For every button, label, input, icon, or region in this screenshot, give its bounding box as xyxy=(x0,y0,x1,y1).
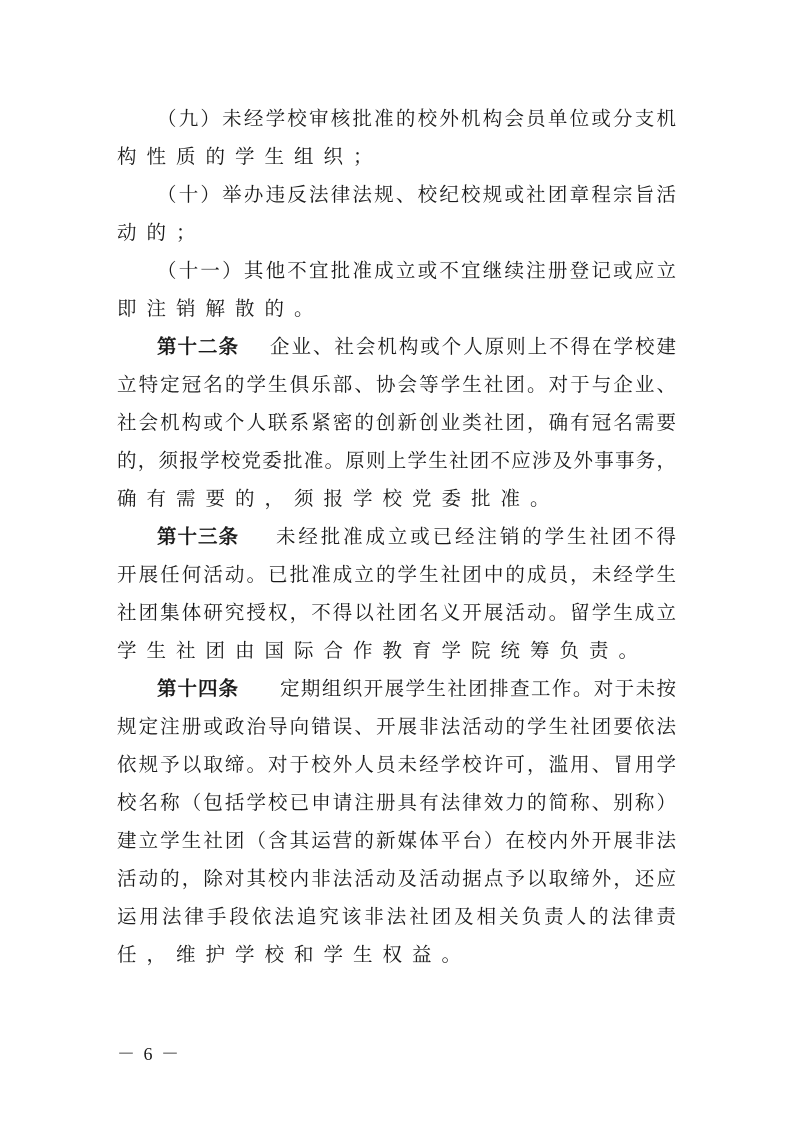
paragraph-line xyxy=(0,365,793,405)
article-heading: 第十四条 xyxy=(157,677,240,700)
article-line xyxy=(0,517,793,557)
paragraph-text: 建立学生社团（含其运营的新媒体平台）在校内外开展非法 xyxy=(117,829,679,852)
paragraph-text: 规定注册或政治导向错误、开展非法活动的学生社团要依法 xyxy=(117,715,679,738)
paragraph-line xyxy=(0,251,793,291)
paragraph-line xyxy=(0,99,793,139)
page-number: － 6 － xyxy=(117,1044,181,1064)
paragraph-text: 校名称（包括学校已申请注册具有法律效力的简称、别称） xyxy=(117,791,679,814)
paragraph-text: （十一）其他不宜批准成立或不宜继续注册登记或应立 xyxy=(157,259,679,282)
paragraph-line xyxy=(0,707,793,747)
paragraph-line xyxy=(0,821,793,861)
paragraph-line xyxy=(0,289,793,329)
paragraph-line xyxy=(0,479,793,519)
paragraph-text: 构性质的学生组织； xyxy=(117,145,383,168)
paragraph-text: （十）举办违反法律法规、校纪校规或社团章程宗旨活 xyxy=(157,183,679,206)
paragraph-line xyxy=(0,441,793,481)
paragraph-text: 立特定冠名的学生俱乐部、协会等学生社团。对于与企业、 xyxy=(117,373,679,396)
paragraph-line xyxy=(0,403,793,443)
paragraph-text: 开展任何活动。已批准成立的学生社团中的成员，未经学生 xyxy=(117,563,679,586)
paragraph-text: 社团集体研究授权，不得以社团名义开展活动。留学生成立 xyxy=(117,601,679,624)
paragraph-line xyxy=(0,745,793,785)
paragraph-text: 动的； xyxy=(117,221,206,244)
paragraph-text: 社会机构或个人联系紧密的创新创业类社团，确有冠名需要 xyxy=(117,411,679,434)
paragraph-line xyxy=(0,631,793,671)
paragraph-line xyxy=(0,213,793,253)
paragraph-line xyxy=(0,897,793,937)
paragraph-line xyxy=(0,593,793,633)
paragraph-text: 未经批准成立或已经注销的学生社团不得 xyxy=(276,525,679,548)
paragraph-text: 活动的，除对其校内非法活动及活动据点予以取缔外，还应 xyxy=(117,867,679,890)
paragraph-line xyxy=(0,935,793,975)
article-heading: 第十二条 xyxy=(157,335,240,358)
paragraph-text: 定期组织开展学生社团排查工作。对于未按 xyxy=(280,677,678,700)
paragraph-text: 依规予以取缔。对于校外人员未经学校许可，滥用、冒用学 xyxy=(117,753,679,776)
paragraph-text: 运用法律手段依法追究该非法社团及相关负责人的法律责 xyxy=(117,905,679,928)
paragraph-line xyxy=(0,859,793,899)
paragraph-text: 的，须报学校党委批准。原则上学生社团不应涉及外事事务， xyxy=(117,449,678,472)
paragraph-text: 即注销解散的。 xyxy=(117,297,324,320)
paragraph-text: （九）未经学校审核批准的校外机构会员单位或分支机 xyxy=(157,107,679,130)
paragraph-line xyxy=(0,783,793,823)
paragraph-text: 学生社团由国际合作教育学院统筹负责。 xyxy=(117,639,648,662)
paragraph-line xyxy=(0,175,793,215)
article-line xyxy=(0,669,793,709)
paragraph-text: 企业、社会机构或个人原则上不得在学校建 xyxy=(270,335,678,358)
paragraph-line xyxy=(0,137,793,177)
paragraph-text: 确有需要的，须报学校党委批准。 xyxy=(117,487,560,510)
article-heading: 第十三条 xyxy=(157,525,240,548)
paragraph-line xyxy=(0,555,793,595)
paragraph-text: 任，维护学校和学生权益。 xyxy=(117,943,471,966)
article-line xyxy=(0,327,793,367)
